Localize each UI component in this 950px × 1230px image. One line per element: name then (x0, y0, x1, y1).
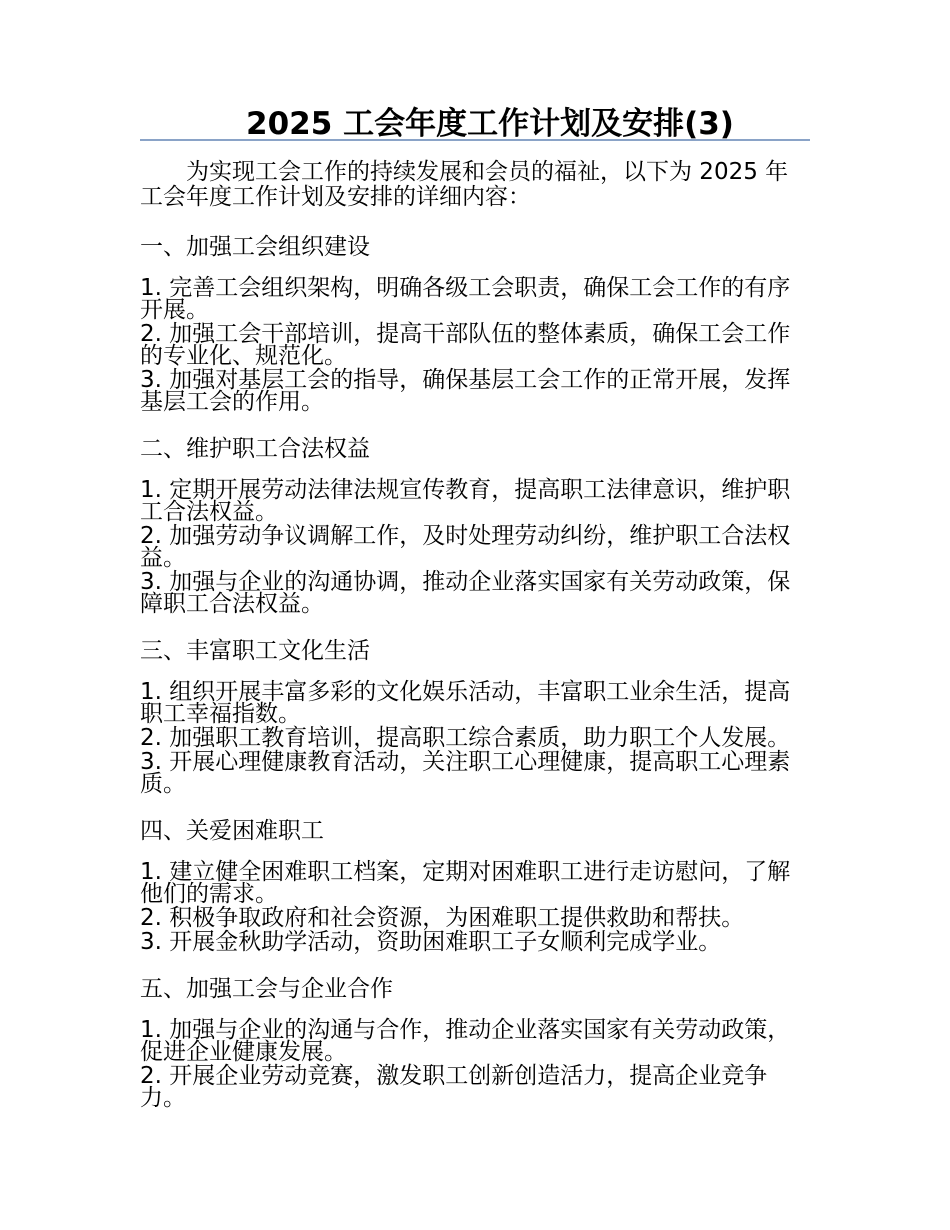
title-underline (140, 139, 810, 141)
list-item: 1. 完善工会组织架构，明确各级工会职责，确保工会工作的有序开展。 (140, 275, 791, 323)
list-item: 2. 加强职工教育培训，提高职工综合素质，助力职工个人发展。 (140, 725, 791, 751)
intro-paragraph: 为实现工会工作的持续发展和会员的福祉，以下为 2025 年工会年度工作计划及安排的详细内容： (140, 159, 789, 210)
list-item: 1. 建立健全困难职工档案，定期对困难职工进行走访慰问，了解他们的需求。 (140, 859, 791, 907)
document-body (140, 160, 800, 1130)
list-item: 1. 组织开展丰富多彩的文化娱乐活动，丰富职工业余生活，提高职工幸福指数。 (140, 679, 791, 727)
list-item: 1. 定期开展劳动法律法规宣传教育，提高职工法律意识，维护职工合法权益。 (140, 477, 791, 525)
list-item: 3. 开展金秋助学活动，资助困难职工子女顺利完成学业。 (140, 929, 722, 955)
section-2 (140, 434, 800, 615)
section-heading: 二、维护职工合法权益 (140, 436, 370, 462)
list-item: 2. 积极争取政府和社会资源，为困难职工提供救助和帮扶。 (140, 905, 745, 931)
list-item: 3. 加强与企业的沟通协调，推动企业落实国家有关劳动政策，保障职工合法权益。 (140, 569, 791, 617)
list-item: 1. 加强与企业的沟通与合作，推动企业落实国家有关劳动政策，促进企业健康发展。 (140, 1017, 791, 1065)
section-4 (140, 816, 800, 953)
list-item: 2. 加强劳动争议调解工作，及时处理劳动纠纷，维护职工合法权益。 (140, 523, 791, 571)
document-title: 2025 工会年度工作计划及安排(3) (246, 106, 734, 142)
section-1 (140, 232, 800, 413)
section-5 (140, 974, 800, 1109)
section-heading: 一、加强工会组织建设 (140, 234, 370, 260)
list-item: 2. 加强工会干部培训，提高干部队伍的整体素质，确保工会工作的专业化、规范化。 (140, 321, 791, 369)
section-heading: 五、加强工会与企业合作 (140, 976, 393, 1002)
section-heading: 三、丰富职工文化生活 (140, 638, 370, 664)
section-3 (140, 636, 800, 795)
list-item: 3. 开展心理健康教育活动，关注职工心理健康，提高职工心理素质。 (140, 749, 791, 797)
section-heading: 四、关爱困难职工 (140, 818, 324, 844)
list-item: 2. 开展企业劳动竞赛，激发职工创新创造活力，提高企业竞争力。 (140, 1063, 768, 1111)
list-item: 3. 加强对基层工会的指导，确保基层工会工作的正常开展，发挥基层工会的作用。 (140, 367, 791, 415)
